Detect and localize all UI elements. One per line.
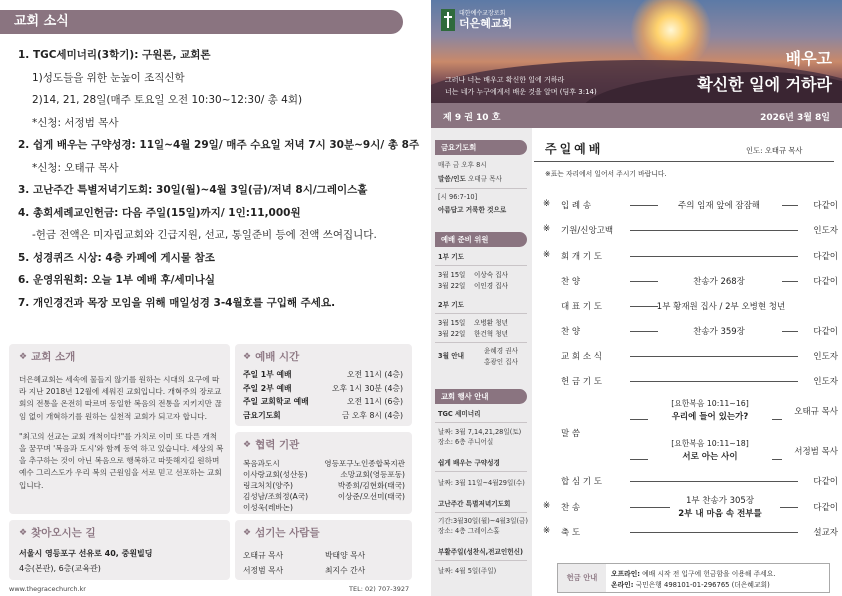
- event-title: 부활주일(성찬식,전교인헌신): [438, 548, 523, 556]
- staff-row: 오태규 목사 박태양 목사: [243, 551, 366, 560]
- sermon-title: 서로 아는 사이: [682, 452, 738, 462]
- leader-line: [630, 419, 648, 420]
- leader-line: [630, 205, 658, 206]
- worship-title: 주일예배: [545, 142, 604, 156]
- news-list: [18, 44, 420, 314]
- staff-box: [235, 520, 412, 580]
- church-intro-title: 교회 소개: [31, 351, 76, 363]
- partner-row: 복음과도시 영등포구노인종합복지관: [243, 459, 405, 468]
- leader-line: [630, 281, 658, 282]
- partners-box: [235, 432, 412, 514]
- leader-line: [782, 331, 798, 332]
- divider: [435, 471, 527, 472]
- preacher: 서정범 목사: [794, 447, 838, 457]
- service-row: 주일 교회학교 예배 오전 11시 (6층): [243, 397, 403, 406]
- leader-line: [630, 230, 798, 231]
- order-performer: 다같이: [813, 252, 838, 262]
- order-performer: 다같이: [813, 327, 838, 337]
- prep-row: 3월 15일 이상숙 집사: [438, 271, 508, 279]
- headline: 배우고: [785, 49, 832, 68]
- leader-line: [630, 356, 798, 357]
- service-row: 금요기도회 금 오후 8시 (4층): [243, 410, 403, 420]
- worship-leader: 인도: 오태규 목사: [746, 146, 803, 155]
- offering-label: 헌금 안내: [558, 564, 606, 592]
- website-link[interactable]: www.thegracechurch.kr: [9, 585, 86, 593]
- friday-prayer-header: 금요기도회: [435, 140, 527, 155]
- logo-denomination: 대한예수교장로회: [459, 10, 506, 17]
- church-intro-box: [9, 344, 230, 514]
- sidebar: 금요기도회 매주 금 오후 8시 말씀/인도 오태규 목사 [시 96:7-10] 아름답고 거룩한 것으로 예배 준비 위원 1부 기도 3월 15일 이상숙 집사 3월 22일 이인경 집사 2부 기도 3월 15일 오병환 청년 3월 22일 한건혁 청년 3월 안내 윤혜경 권사 홍광인 집사 교회 행사 안내 TGC 세미너리 날짜: 3월 7,14,21,28일(토) 장소: 6층 주니어실 쉽게 배우는 구약성경 날짜: 3월 11일~4월29일(수) 고난주간 특별저녁기도회 기간:3월30일(월)~4월3일(금) 장소: 4층 그레이스홀 부활주일(성찬식,전교인헌신) 날짜: 4월 5일(주일): [431, 128, 532, 596]
- divider: [435, 422, 527, 423]
- leader-line: [782, 281, 798, 282]
- news-item: 3. 고난주간 특별저녁기도회: 30일(월)~4월 3일(금)/저녁 8시/그레이스홀: [18, 184, 368, 196]
- order-detail: 찬송가 268장: [693, 277, 745, 287]
- event-title: TGC 세미너리: [438, 410, 481, 418]
- sermon-title: 우리에 들어 있는가?: [671, 412, 749, 422]
- prep-row: 3월 22일 이인경 집사: [438, 282, 508, 290]
- leader-line: [630, 459, 648, 460]
- diamond-icon: ❖: [243, 439, 252, 450]
- partner-row: 김성남/조희정(A국) 이상준/오선미(태국): [243, 492, 405, 501]
- issue-number: 제 9 권 10 호: [443, 113, 501, 123]
- news-item: -헌금 전액은 미자립교회와 긴급지원, 선교, 통일준비 등에 전액 쓰여집니다.: [32, 229, 377, 241]
- service-times-title: 예배 시간: [255, 351, 300, 363]
- service-times-box: [235, 344, 412, 426]
- event-detail: 장소: 4층 그레이스홀: [438, 527, 500, 535]
- leader-line: [630, 381, 798, 382]
- phone-number: TEL: 02) 707-3927: [349, 585, 410, 593]
- sermon-ref: [요한복음 10:11~16]: [671, 399, 749, 408]
- event-title: 고난주간 특별저녁기도회: [438, 500, 511, 508]
- order-performer: 다같이: [813, 277, 838, 287]
- directions-box: [9, 520, 230, 580]
- partner-row: 이성욱(레바논): [243, 503, 293, 512]
- service-row: 주일 1부 예배 오전 11시 (4층): [243, 370, 403, 379]
- diamond-icon: ❖: [19, 527, 28, 538]
- order-performer: 인도자: [813, 377, 838, 387]
- prep-header: 예배 준비 위원: [435, 232, 527, 247]
- news-item: 1. TGC세미너리(3학기): 구원론, 교회론: [18, 49, 211, 61]
- service-row: 주일 2부 예배 오후 1시 30분 (4층): [243, 383, 403, 393]
- sermon-ref: [요한복음 10:11~18]: [671, 439, 749, 448]
- hero-banner: [431, 0, 842, 103]
- leader-line: [630, 331, 658, 332]
- event-detail: 장소: 6층 주니어실: [438, 438, 494, 446]
- leader-line: [782, 205, 798, 206]
- offering-box: 헌금 안내 오프라인: 예배 시작 전 입구에 헌금함을 이용해 주세요. 온라인: 국민은행 498101-01-296765 (더은혜교회): [557, 563, 830, 593]
- prep-row: 3월 22일 한건혁 청년: [438, 330, 508, 338]
- leader-line: [772, 419, 782, 420]
- divider: [435, 560, 527, 561]
- church-logo: [441, 9, 512, 31]
- news-item: *신청: 오태규 목사: [32, 161, 119, 174]
- divider: [435, 512, 527, 513]
- event-title: 쉽게 배우는 구약성경: [438, 459, 500, 467]
- event-detail: 날짜: 4월 5일(주일): [438, 567, 497, 575]
- sermon-row: 말 씀 [요한복음 10:11~16] 우리에 들어 있는가? 오태규 목사 [요한복음 10:11~18] 서로 아는 사이 서정범 목사: [561, 399, 838, 462]
- headline: 확신한 일에 거하라: [697, 75, 832, 94]
- news-item: 6. 운영위원회: 오늘 1부 예배 후/세미나실: [18, 274, 216, 286]
- divider: [435, 342, 527, 343]
- preacher: 오태규 목사: [794, 407, 838, 417]
- leader-line: [630, 256, 798, 257]
- order-detail: 1부 황재원 집사 / 2부 오병현 청년: [656, 302, 786, 312]
- news-item: 7. 개인경건과 목장 모임을 위해 매일성경 3-4월호를 구입해 주세요.: [18, 296, 336, 309]
- verse-line: 그러나 너는 배우고 확신한 일에 거하라: [445, 76, 565, 84]
- church-intro-paragraph: 더은혜교회는 세속에 물들지 않기를 원하는 시대의 요구에 따라 지난 2018년 12월에 세워진 교회입니다. 개혁주의 장로교회의 전통을 온전히 따르며 동일한 복음의 전통을 지키지만 끊임 없이 개혁하기를 원하는 실천적 교회가 되고자 합니다.: [19, 375, 222, 421]
- directions-title: 찾아오시는 길: [31, 527, 96, 539]
- order-performer: 다같이: [813, 201, 838, 211]
- prep-label: 1부 기도: [438, 253, 464, 261]
- friday-ref: [시 96:7-10]: [438, 193, 478, 201]
- partner-row: 링크처치(양주) 박종희/김현화(태국): [243, 481, 405, 490]
- order-performer: 인도자: [813, 352, 838, 362]
- friday-time: 매주 금 오후 8시: [438, 161, 487, 169]
- diamond-icon: ❖: [243, 527, 252, 538]
- news-item: 4. 총회세례교인헌금: 다음 주일(15일)까지/ 1인:11,000원: [18, 206, 301, 219]
- news-item: 2)14, 21, 28일(매주 토요일 오전 10:30~12:30/ 총 4회): [32, 94, 303, 106]
- event-detail: 날짜: 3월 11일~4월29일(수): [438, 479, 525, 487]
- divider: [435, 188, 527, 189]
- order-performer: 인도자: [813, 226, 838, 236]
- usher-name: 윤혜경 권사: [484, 347, 518, 355]
- diamond-icon: ❖: [243, 351, 252, 362]
- issue-bar: [431, 103, 842, 128]
- news-header: 교회 소식: [0, 10, 403, 34]
- partners-title: 협력 기관: [255, 439, 300, 451]
- church-intro-paragraph: "최고의 선교는 교회 개척이다!"를 가치로 이미 또 다른 개척을 꿈꾸며 '복음과 도시'와 함께 동역 하고 있습니다. 세상의 복을 추구하는 것이 아닌 복음으로 행복하고 따뜻해지길 원하며 예수 그리스도가 우리 복의 근원임을 서로 믿고 선포하는 교회입니다.: [19, 431, 224, 490]
- staff-title: 섬기는 사람들: [255, 527, 320, 539]
- issue-date: 2026년 3월 8일: [760, 113, 830, 123]
- events-header: 교회 행사 안내: [435, 389, 527, 404]
- staff-row: 서정범 목사 최지수 간사: [243, 566, 366, 575]
- event-detail: 기간:3월30일(월)~4월3일(금): [438, 517, 528, 525]
- cross-icon: [441, 9, 455, 31]
- prep-label: 2부 기도: [438, 301, 464, 309]
- logo-name: 더은혜교회: [459, 17, 513, 30]
- diamond-icon: ❖: [19, 351, 28, 362]
- verse-line: 너는 네가 누구에게서 배운 것을 알며 (딤후 3:14): [445, 88, 597, 96]
- news-item: 5. 성경퀴즈 시상: 4층 카페에 게시물 참조: [18, 251, 215, 264]
- partner-row: 이사랑교회(성산동) 소망교회(영등포동): [243, 470, 405, 479]
- order-detail: 찬송가 359장: [693, 327, 745, 337]
- divider: [435, 313, 527, 314]
- news-item: *신청: 서정범 목사: [32, 116, 119, 129]
- event-detail: 날짜: 3월 7,14,21,28일(토): [438, 428, 522, 436]
- divider: [435, 265, 527, 266]
- address-line: 서울시 영등포구 선유로 40, 중원빌딩: [19, 549, 153, 558]
- address-floors: 4층(본관), 6층(교육관): [19, 564, 101, 573]
- order-detail: 주의 임재 앞에 잠잠해: [677, 201, 760, 211]
- leader-line: [772, 459, 782, 460]
- divider: [534, 161, 834, 162]
- news-item: 1)성도들을 위한 눈높이 조직신학: [32, 71, 185, 84]
- worship-note: ※표는 자리에서 일어서 주시기 바랍니다.: [545, 170, 667, 178]
- news-item: 2. 쉽게 배우는 구약성경: 11일~4월 29일/ 매주 수요일 저녁 7시 30분~9시/ 총 8주: [18, 139, 420, 151]
- friday-sermon: 아름답고 거룩한 것으로: [438, 206, 507, 214]
- prep-label: 3월 안내: [438, 352, 464, 360]
- usher-name: 홍광인 집사: [484, 358, 518, 366]
- prep-row: 3월 15일 오병환 청년: [438, 319, 508, 327]
